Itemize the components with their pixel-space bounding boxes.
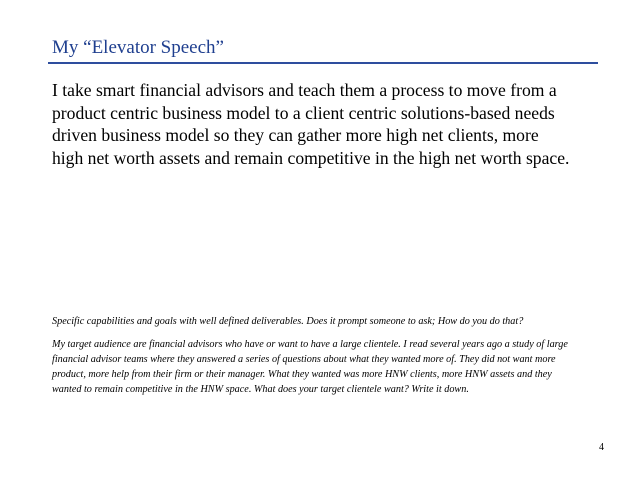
slide-title: My “Elevator Speech” [52,37,224,58]
page-number: 4 [599,442,604,453]
notes-paragraph-2: My target audience are financial advisors who have or want to have a large clientele. I read several years ago a study of large financial advisor teams where they answered a series of questions about what they wanted more of. They did not want more product, more help from their firm or their manager. What they wanted was more HNW clients, more HNW assets and they wanted to remain competitive in the HNW space. What does your target clientele want? Write it down. [52,339,568,395]
notes-paragraph-1: Specific capabilities and goals with well defined deliverables. Does it prompt someone to ask; How do you do that? [52,316,524,327]
elevator-speech-text: I take smart financial advisors and teach them a process to move from a product centric business model to a client centric solutions-based needs driven business model so they can gather more high net clients, more high net worth assets and remain competitive in the high net worth space. [52,80,570,168]
title-divider [48,62,598,64]
speaker-notes [52,314,574,397]
